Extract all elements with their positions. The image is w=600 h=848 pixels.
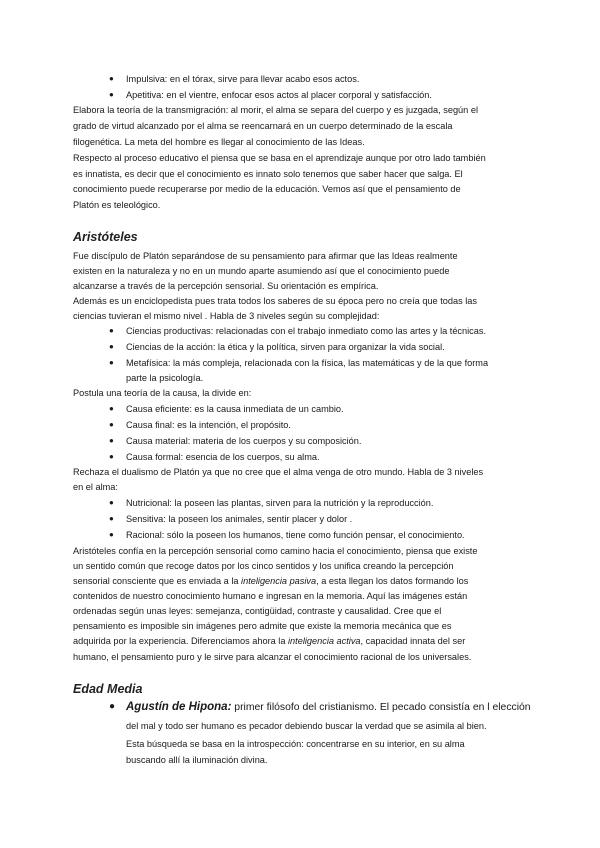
- bullet-icon: ●: [109, 436, 114, 445]
- bullet-metafisica-cont: parte la psicología.: [126, 373, 204, 383]
- percepcion-line: [73, 575, 468, 587]
- bullet-metafisica: Metafísica: la más compleja, relacionada con la física, las matemáticas y de la que forma: [126, 358, 489, 368]
- aristoteles-line: ciencias tuvieran el mismo nivel . Habla de 3 niveles según su complejidad:: [73, 311, 380, 321]
- heading-aristoteles: Aristóteles: [73, 230, 138, 244]
- text-run: primer filósofo del cristianismo. El pecado consistía en l elección: [231, 702, 531, 713]
- bullet-nutricional: Nutricional: la poseen las plantas, sirven para la nutrición y la reproducción.: [126, 498, 434, 508]
- bullet-icon: ●: [109, 326, 114, 335]
- platon-line: filogenética. La meta del hombre es llegar al conocimiento de las Ideas.: [73, 137, 365, 147]
- bullet-sensitiva: Sensitiva: la poseen los animales, sentir placer y dolor .: [126, 514, 353, 524]
- platon-line: conocimiento puede recuperarse por medio de la educación. Vemos así que el pensamiento de: [73, 184, 461, 194]
- bullet-icon: ●: [109, 74, 114, 83]
- bullet-icon: ●: [109, 420, 114, 429]
- term-inteligencia-pasiva: inteligencia pasiva: [241, 576, 317, 586]
- bullet-icon: ●: [109, 530, 114, 539]
- text-run: adquirida por la experiencia. Diferenciamos ahora la: [73, 636, 289, 646]
- bullet-icon: ●: [109, 404, 114, 413]
- bullet-ciencias-productivas: Ciencias productivas: relacionadas con el trabajo inmediato como las artes y la técnicas.: [126, 326, 487, 336]
- bullet-icon: ●: [109, 342, 114, 351]
- bullet-icon: ●: [109, 514, 114, 523]
- text-run: , capacidad innata del ser: [360, 636, 466, 646]
- bullet-impulsiva: Impulsiva: en el tórax, sirve para llevar acabo esos actos.: [126, 74, 360, 84]
- bullet-icon: ●: [109, 90, 114, 99]
- platon-line: Platón es teleológico.: [73, 200, 161, 210]
- percepcion-line: un sentido común que recoge datos por los cinco sentidos y los unifica creando la percepción: [73, 561, 454, 571]
- heading-edad-media: Edad Media: [73, 682, 143, 696]
- bullet-icon: ●: [109, 498, 114, 507]
- bullet-causa-material: Causa material: materia de los cuerpos y su composición.: [126, 436, 362, 446]
- platon-line: Elabora la teoría de la transmigración: al morir, el alma se separa del cuerpo y es juzgada, según el: [73, 105, 478, 115]
- aristoteles-line: alcanzarse a través de la percepción sensorial. Su orientación es empírica.: [73, 281, 379, 291]
- causa-intro: Postula una teoría de la causa, la divide en:: [73, 388, 252, 398]
- percepcion-line: [73, 635, 465, 647]
- platon-line: Respecto al proceso educativo el piensa que se basa en el aprendizaje aunque por otro lado también: [73, 153, 486, 163]
- agustin-line: Esta búsqueda se basa en la introspección: concentrarse en su interior, en su alma: [126, 739, 465, 749]
- platon-line: grado de virtud alcanzado por el alma se reencarnará en un cuerpo determinado de la escala: [73, 121, 453, 131]
- percepcion-line: contenidos de nuestro conocimiento humano e ingresan en la memoria. Aquí las imágenes están: [73, 591, 468, 601]
- agustin-name: Agustín de Hipona:: [126, 701, 232, 713]
- bullet-causa-eficiente: Causa eficiente: es la causa inmediata de un cambio.: [126, 404, 344, 414]
- bullet-agustin: [126, 700, 531, 715]
- bullet-racional: Racional: sólo la poseen los humanos, tiene como función pensar, el conocimiento.: [126, 530, 465, 540]
- term-inteligencia-activa: inteligencia activa: [288, 636, 361, 646]
- aristoteles-line: Fue discípulo de Platón separándose de su pensamiento para afirmar que las Ideas realmente: [73, 251, 458, 261]
- percepcion-line: humano, el pensamiento puro y le sirve para alcanzar el conocimiento racional de los universales.: [73, 652, 472, 662]
- bullet-apetitiva: Apetitiva: en el vientre, enfocar esos actos al placer corporal y satisfacción.: [126, 90, 432, 100]
- aristoteles-line: Además es un enciclopedista pues trata todos los saberes de su época pero no creía que todas las: [73, 296, 477, 306]
- percepcion-line: Aristóteles confía en la percepción sensorial como camino hacia el conocimiento, piensa que existe: [73, 546, 478, 556]
- bullet-icon: ●: [109, 701, 116, 712]
- bullet-causa-final: Causa final: es la intención, el propósito.: [126, 420, 291, 430]
- text-run: sensorial consciente que es enviada a la: [73, 576, 242, 586]
- platon-line: es innatista, es decir que el conocimiento es innato solo tenemos que saber hacer que salga. El: [73, 169, 463, 179]
- bullet-icon: ●: [109, 358, 114, 367]
- alma-intro: Rechaza el dualismo de Platón ya que no cree que el alma venga de otro mundo. Habla de 3 niveles: [73, 467, 484, 477]
- bullet-icon: ●: [109, 452, 114, 461]
- aristoteles-line: existen en la naturaleza y no en un mundo aparte asumiendo así que el conocimiento puede: [73, 266, 450, 276]
- alma-intro: en el alma:: [73, 482, 118, 492]
- agustin-line: buscando allí la iluminación divina.: [126, 755, 268, 765]
- bullet-causa-formal: Causa formal: esencia de los cuerpos, su alma.: [126, 452, 320, 462]
- percepcion-line: pensamiento es imposible sin imágenes pero admite que existe la memoria mecánica que es: [73, 621, 452, 631]
- agustin-line: del mal y todo ser humano es pecador debiendo buscar la verdad que se asimila al bien.: [126, 721, 487, 731]
- percepcion-line: ordenadas según unas leyes: semejanza, contigüidad, contraste y causalidad. Cree que el: [73, 606, 442, 616]
- text-run: , a esta llegan los datos formando los: [316, 576, 469, 586]
- bullet-ciencias-accion: Ciencias de la acción: la ética y la política, sirven para organizar la vida social.: [126, 342, 445, 352]
